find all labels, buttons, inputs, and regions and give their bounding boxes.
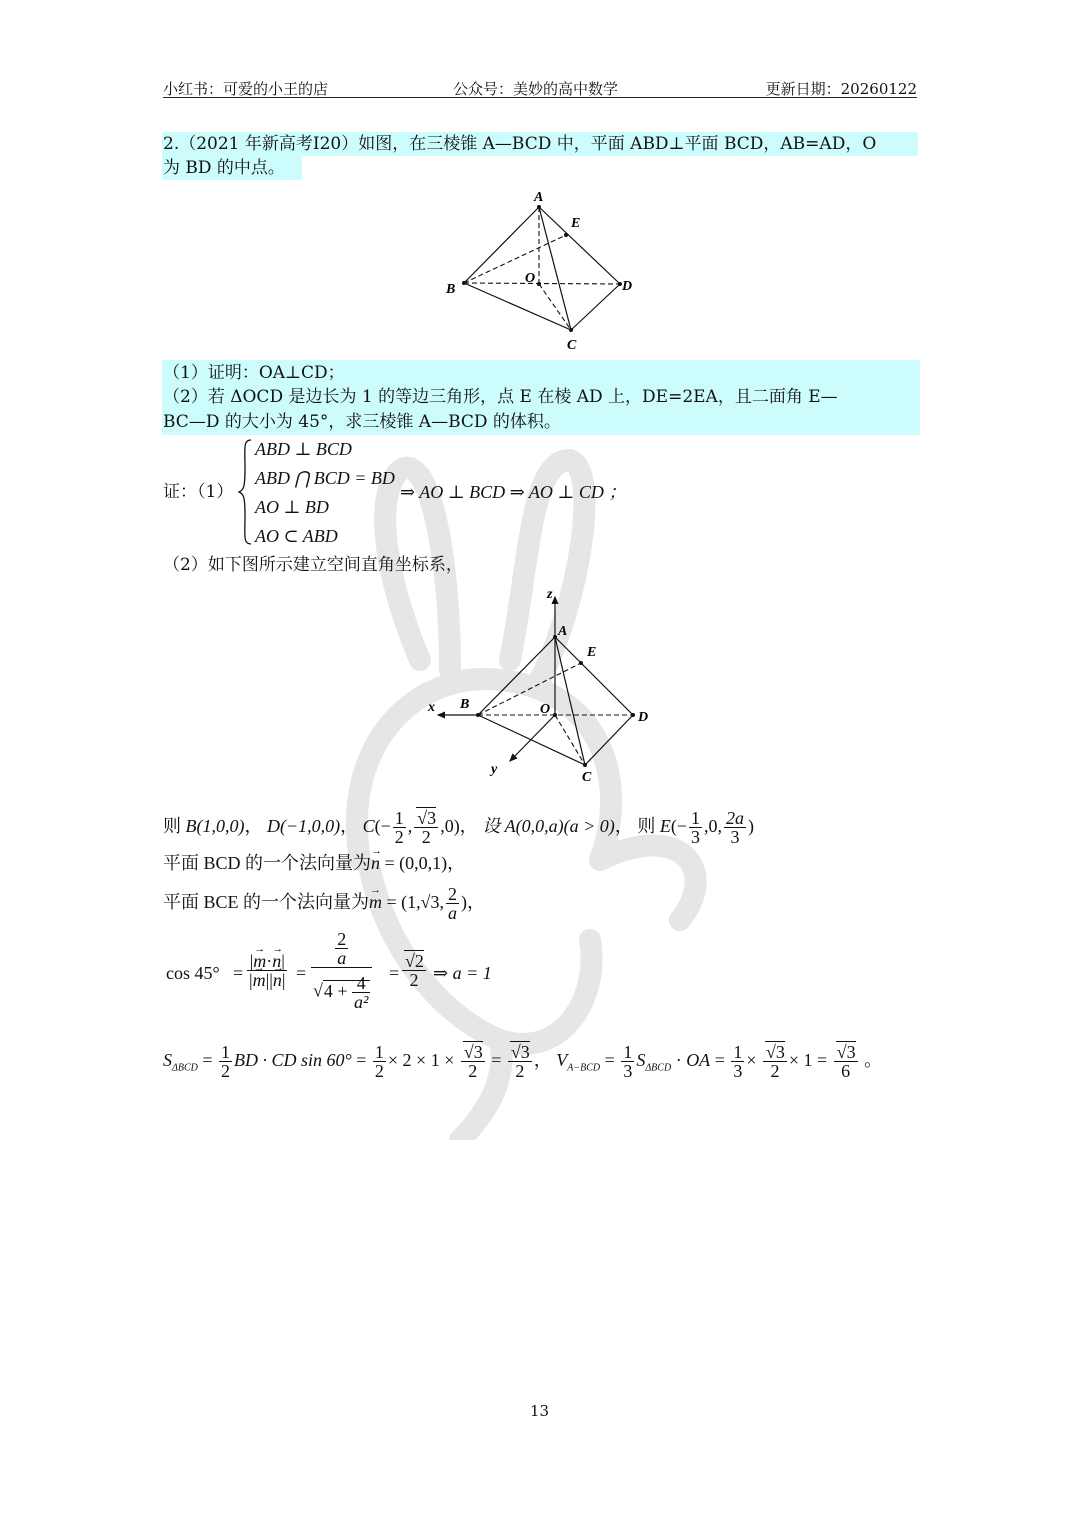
header-right: 更新日期：20260122: [765, 80, 917, 98]
fig1-label-o: O: [525, 271, 536, 286]
header-center: 公众号：美妙的高中数学: [453, 80, 619, 98]
problem-line-1: 2.（2021 年新高考Ⅰ20）如图，在三棱锥 A—BCD 中，平面 ABD⊥平面 BCD，AB=AD，O: [163, 134, 877, 154]
proof-1-prefix: 证：（1）: [163, 482, 234, 502]
fig2-label-x: x: [428, 700, 435, 715]
condition-1: ABD ⊥ BCD: [255, 439, 352, 459]
coord-set-a: 设 A(0,0,a)(a > 0): [482, 816, 615, 836]
figure-coordinate-system: [420, 585, 660, 785]
figure-tetrahedron: [430, 185, 660, 355]
page-header: [163, 78, 917, 98]
proof-1-conclusion: ⇒ AO ⊥ BCD ⇒ AO ⊥ CD ；: [400, 482, 627, 502]
page-number: 13: [530, 1402, 550, 1420]
fig2-label-o: O: [540, 702, 551, 717]
coordinates-line: 则 B(1,0,0)， D(−1,0,0)， C(− $\frac{1}{2}$ , $\frac{√3}{2}$ ,0)， 设 A(0,0,a)(a > 0)， 则 E(− $\frac{1}{3}$ ,0, $\frac{2a}{3}$ ): [163, 808, 754, 848]
coords-then: 则: [637, 816, 656, 836]
proof-2-intro: （2）如下图所示建立空间直角坐标系，: [163, 555, 463, 575]
condition-4: AO ⊂ ABD: [255, 526, 338, 546]
fig1-label-e: E: [571, 216, 581, 231]
fig2-label-z: z: [547, 587, 553, 602]
normal-m-line: 平面 BCE 的一个法向量为→ m = (1,√3, $\frac{2}{a}$ )，: [163, 882, 485, 922]
cos-equation: cos 45° = $\frac{|\to m\cdot\to n|}{|\to m||\to n|}$ = $\frac{2}{a}$ √4 + $\frac{4}{\text{a²}}$ = $\frac{√2}{2}$ ⇒ a = 1: [163, 930, 663, 1030]
coord-d: D(−1,0,0): [266, 816, 341, 836]
fig2-label-c: C: [582, 770, 592, 785]
rabbit-watermark: [300, 440, 750, 1140]
area-volume-line: $S_{\Delta BCD}$ = $\frac{1}{2}$ BD · CD sin 60° = $\frac{1}{2}$ × 2 × 1 × $\frac{√3}{2}$ = $\frac{√3}{2}$ ， $V_{A-BCD}$ = $\frac{1}{3}$ $S_{\Delta BCD}$ · OA = $\frac{1}{3}$ × $\frac{√3}{2}$ × 1 = $\frac{√3}{6}$ 。: [163, 1042, 883, 1082]
normal-n-line: 平面 BCD 的一个法向量为→ n = (0,0,1)，: [163, 851, 465, 875]
fig2-label-d: D: [638, 710, 649, 725]
fig2-label-b: B: [460, 697, 470, 712]
fig1-label-c: C: [567, 338, 577, 353]
fig2-label-y: y: [491, 762, 498, 777]
fig1-label-b: B: [446, 282, 456, 297]
coords-prefix: 则: [163, 816, 181, 836]
fig2-label-a: A: [558, 624, 568, 639]
coord-b: B(1,0,0): [185, 816, 245, 836]
question-2-line-1: （2）若 ΔOCD 是边长为 1 的等边三角形，点 E 在棱 AD 上，DE=2EA，且二面角 E—: [163, 387, 838, 407]
fig2-label-e: E: [587, 645, 597, 660]
brace: [238, 438, 254, 546]
problem-line-2: 为 BD 的中点。: [163, 158, 285, 178]
condition-3: AO ⊥ BD: [255, 497, 329, 517]
condition-2: ABD ⋂ BCD = BD: [255, 468, 395, 488]
header-divider: [163, 97, 917, 98]
question-2-line-2: BC—D 的大小为 45°，求三棱锥 A—BCD 的体积。: [163, 412, 561, 432]
fig1-label-d: D: [622, 279, 633, 294]
question-1: （1）证明：OA⊥CD；: [163, 363, 345, 383]
header-left: 小红书：可爱的小王的店: [163, 80, 329, 98]
fig1-label-a: A: [534, 190, 544, 205]
